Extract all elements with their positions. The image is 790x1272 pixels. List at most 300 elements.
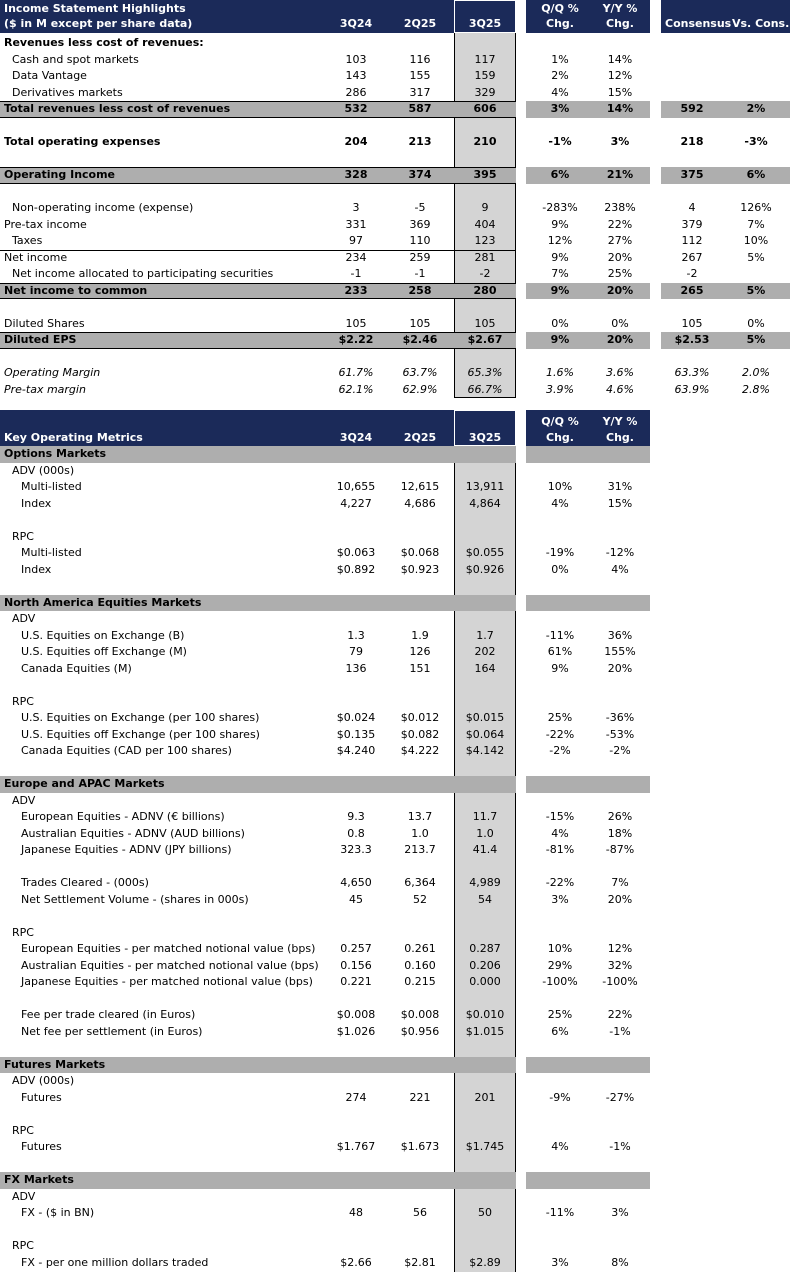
income-row-value: 328	[344, 168, 368, 181]
metrics-row-value: 50	[478, 1206, 492, 1219]
income-row-value: 9%	[551, 217, 569, 231]
income-row-value: 112	[681, 234, 703, 247]
income-col-3q24: 3Q24	[339, 17, 373, 30]
income-row-value: 258	[408, 283, 432, 297]
metrics-row-value: 31%	[607, 480, 633, 493]
metrics-row-label: ADV	[12, 793, 36, 807]
metrics-row-value: 25%	[547, 1008, 573, 1021]
income-row-value: 379	[681, 217, 703, 231]
metrics-row-value: 1.0	[411, 826, 429, 840]
metrics-row-value: 48	[349, 1206, 363, 1219]
income-row-value: $2.22	[338, 333, 374, 346]
metrics-row-value: 36%	[607, 628, 633, 642]
income-row-label: Taxes	[12, 234, 43, 247]
income-row-value: 265	[680, 283, 704, 297]
metrics-row-value: -36%	[605, 711, 635, 724]
income-row-value: 66.7%	[467, 382, 503, 396]
metrics-row-value: -100%	[602, 975, 638, 988]
metrics-row-value: -22%	[545, 727, 575, 741]
income-row-label: Net income to common	[4, 283, 148, 297]
metrics-row-label: European Equities - ADNV (€ billions)	[21, 810, 225, 823]
metrics-row-value: 8%	[611, 1255, 629, 1269]
income-row-value: 1.6%	[546, 366, 574, 379]
metrics-row-value: 1.3	[347, 628, 365, 642]
metrics-row-value: 10,655	[336, 480, 376, 493]
metrics-row-band	[526, 776, 650, 793]
income-row-value: 2.0%	[742, 366, 770, 379]
income-row-value: 218	[680, 135, 704, 148]
metrics-row-value: 136	[345, 661, 367, 675]
income-row-value: 204	[344, 135, 368, 148]
metrics-row-value: 20%	[607, 892, 633, 906]
metrics-row-value: 0.206	[469, 958, 501, 972]
income-row-value: 105	[345, 316, 367, 330]
metrics-row-value: $1.745	[465, 1140, 505, 1153]
income-row-value: 404	[474, 217, 496, 231]
income-row-value: 0%	[551, 316, 569, 330]
income-row-value: 7%	[551, 267, 569, 280]
income-row-value: 395	[473, 168, 497, 181]
income-col-consensus: Consensus	[665, 17, 732, 30]
income-row-label: Non-operating income (expense)	[12, 201, 194, 214]
metrics-row-label: Index	[21, 496, 52, 510]
income-row-value: 27%	[607, 234, 633, 247]
income-row-value: 12%	[547, 234, 573, 247]
metrics-row-band	[526, 1057, 650, 1074]
metrics-row-value: -11%	[545, 628, 575, 642]
metrics-row-value: $0.923	[400, 562, 440, 576]
metrics-row-value: $1.026	[336, 1024, 376, 1038]
metrics-row-value: -12%	[605, 546, 635, 559]
income-row-value: 143	[345, 69, 367, 82]
income-row-value: 103	[345, 52, 367, 66]
metrics-row-value: -2%	[609, 744, 631, 757]
metrics-row-band	[0, 1172, 516, 1189]
income-row-label: Revenues less cost of revenues:	[4, 36, 204, 49]
income-row-value: 375	[680, 168, 704, 181]
metrics-row-label: ADV	[12, 612, 36, 625]
metrics-row-value: 274	[345, 1090, 367, 1104]
metrics-col-3q24: 3Q24	[339, 431, 373, 444]
income-row-value: 20%	[606, 283, 634, 297]
income-row-value: 3%	[610, 135, 630, 148]
metrics-row-value: $0.024	[336, 711, 376, 724]
metrics-row-value: $4.240	[336, 744, 376, 757]
income-row-label: Cash and spot markets	[12, 52, 139, 66]
income-row-value: 234	[345, 250, 367, 264]
income-row-value: 532	[344, 102, 368, 115]
income-row-value: -3%	[744, 135, 768, 148]
income-row-value: 286	[345, 85, 367, 99]
metrics-row-value: 151	[409, 661, 431, 675]
metrics-row-value: 201	[474, 1090, 496, 1104]
metrics-row-value: 3%	[611, 1206, 629, 1219]
metrics-row-band	[526, 1172, 650, 1189]
metrics-row-value: 10%	[547, 480, 573, 493]
metrics-row-value: 56	[413, 1206, 427, 1219]
metrics-row-value: -81%	[545, 843, 575, 856]
metrics-row-value: 13,911	[465, 480, 505, 493]
metrics-row-value: 3%	[551, 1255, 569, 1269]
metrics-col-qq-1: Q/Q %	[541, 415, 579, 428]
income-row-value: 62.1%	[338, 382, 374, 396]
income-row-value: 374	[408, 168, 432, 181]
income-col-qq-1: Q/Q %	[541, 2, 579, 15]
income-row-value: 238%	[604, 201, 636, 214]
metrics-row-band	[526, 595, 650, 612]
metrics-row-value: -2%	[549, 744, 571, 757]
metrics-row-label: Futures	[21, 1140, 62, 1153]
metrics-row-value: 1.0	[476, 826, 494, 840]
income-row-value: 63.3%	[674, 366, 710, 379]
metrics-row-value: 0.287	[469, 942, 501, 955]
metrics-row-value: 45	[349, 892, 363, 906]
metrics-row-value: $0.008	[336, 1008, 376, 1021]
metrics-row-value: 164	[474, 661, 496, 675]
metrics-row-value: 4%	[551, 1140, 569, 1153]
metrics-row-value: $0.135	[336, 727, 376, 741]
income-row-value: 9%	[550, 283, 570, 297]
metrics-row-label: U.S. Equities off Exchange (per 100 shares)	[21, 727, 260, 741]
metrics-row-value: 0.261	[404, 942, 436, 955]
metrics-row-value: -53%	[605, 727, 635, 741]
metrics-row-value: 155%	[604, 645, 636, 658]
income-row-value: 2%	[551, 69, 569, 82]
metrics-row-value: 4,989	[469, 876, 501, 889]
metrics-row-value: -100%	[542, 975, 578, 988]
income-row-value: 5%	[747, 250, 765, 264]
metrics-row-value: $0.010	[465, 1008, 505, 1021]
metrics-row-value: 41.4	[472, 843, 498, 856]
income-row-value: 2.8%	[742, 382, 770, 396]
income-col-vs-cons: Vs. Cons.	[732, 17, 790, 30]
metrics-row-value: 213.7	[404, 843, 436, 856]
metrics-row-value: 54	[478, 892, 492, 906]
income-row-value: 592	[680, 102, 704, 115]
income-row-value: 259	[409, 250, 431, 264]
metrics-row-label: FX Markets	[4, 1173, 74, 1186]
metrics-row-label: Futures Markets	[4, 1057, 106, 1071]
income-row-value: 210	[473, 135, 497, 148]
metrics-row-value: 22%	[607, 1008, 633, 1021]
metrics-row-value: $0.082	[400, 727, 440, 741]
metrics-row-value: $2.66	[340, 1255, 372, 1269]
metrics-row-label: ADV (000s)	[12, 1074, 75, 1087]
metrics-row-value: $0.064	[465, 727, 505, 741]
income-row-value: 105	[681, 316, 703, 330]
metrics-row-value: 3%	[551, 892, 569, 906]
metrics-row-value: $4.142	[465, 744, 505, 757]
income-row-value: 62.9%	[402, 382, 438, 396]
metrics-row-value: -9%	[549, 1090, 571, 1104]
metrics-row-label: Multi-listed	[21, 480, 82, 493]
income-row-value: 0%	[611, 316, 629, 330]
metrics-row-value: $1.015	[465, 1024, 505, 1038]
metrics-row-value: $1.767	[336, 1140, 376, 1153]
metrics-row-value: 0%	[551, 562, 569, 576]
metrics-row-value: 0.8	[347, 826, 365, 840]
metrics-row-label: Futures	[21, 1090, 62, 1104]
metrics-row-value: 323.3	[340, 843, 372, 856]
metrics-row-label: Canada Equities (M)	[21, 661, 132, 675]
metrics-row-label: ADV (000s)	[12, 463, 75, 477]
income-col-yy-2: Chg.	[606, 17, 634, 30]
income-row-value: $2.46	[402, 333, 438, 346]
metrics-row-label: Net Settlement Volume - (shares in 000s)	[21, 892, 249, 906]
income-row-value: 6%	[550, 168, 570, 181]
metrics-col-yy-2: Chg.	[606, 431, 634, 444]
metrics-row-value: 32%	[607, 958, 633, 972]
metrics-row-value: $0.926	[465, 562, 505, 576]
metrics-row-label: Australian Equities - ADNV (AUD billions)	[21, 826, 245, 840]
metrics-row-label: Canada Equities (CAD per 100 shares)	[21, 744, 232, 757]
metrics-row-value: -1%	[609, 1140, 631, 1153]
income-row-value: 65.3%	[467, 366, 503, 379]
income-row-label: Pre-tax margin	[4, 382, 86, 396]
metrics-row-value: 4%	[611, 562, 629, 576]
income-row-label: Diluted Shares	[4, 316, 85, 330]
income-row-value: 22%	[607, 217, 633, 231]
metrics-row-label: Japanese Equities - per matched notional value (bps)	[21, 975, 313, 988]
metrics-row-value: 18%	[607, 826, 633, 840]
metrics-row-value: 10%	[547, 942, 573, 955]
income-row-value: -5	[414, 201, 426, 214]
metrics-row-value: 13.7	[407, 810, 433, 823]
income-row-value: 15%	[607, 85, 633, 99]
metrics-row-value: 61%	[547, 645, 573, 658]
metrics-row-value: 4%	[551, 826, 569, 840]
metrics-row-value: 79	[349, 645, 363, 658]
metrics-row-value: -11%	[545, 1206, 575, 1219]
metrics-row-value: -19%	[545, 546, 575, 559]
income-row-label: Total operating expenses	[4, 135, 161, 148]
income-row-value: 105	[409, 316, 431, 330]
income-row-value: 123	[474, 234, 496, 247]
income-row-value: 5%	[746, 283, 766, 297]
income-row-label: Net income	[4, 250, 68, 264]
metrics-row-value: $0.892	[336, 562, 376, 576]
income-row-value: 105	[474, 316, 496, 330]
income-col-2q25: 2Q25	[403, 17, 437, 30]
income-row-value: 97	[349, 234, 363, 247]
metrics-row-label: ADV	[12, 1189, 36, 1203]
metrics-row-value: 11.7	[472, 810, 498, 823]
metrics-row-value: $0.063	[336, 546, 376, 559]
income-row-value: -2	[479, 267, 491, 280]
metrics-row-value: 1.7	[476, 628, 494, 642]
metrics-row-value: 0.257	[340, 942, 372, 955]
income-row-value: 25%	[607, 267, 633, 280]
metrics-row-value: 52	[413, 892, 427, 906]
metrics-row-value: 126	[409, 645, 431, 658]
metrics-row-label: U.S. Equities on Exchange (per 100 shares)	[21, 711, 260, 724]
income-row-value: -283%	[542, 201, 578, 214]
metrics-row-value: 1.9	[411, 628, 429, 642]
metrics-row-label: North America Equities Markets	[4, 595, 202, 609]
income-row-value: -1	[414, 267, 426, 280]
metrics-row-value: 4,650	[340, 876, 372, 889]
income-row-value: 10%	[743, 234, 769, 247]
metrics-row-value: $0.008	[400, 1008, 440, 1021]
income-row-value: 126%	[740, 201, 772, 214]
metrics-row-value: 4,227	[340, 496, 372, 510]
income-row-value: 281	[474, 250, 496, 264]
income-row-value: 4%	[551, 85, 569, 99]
metrics-row-value: $0.015	[465, 711, 505, 724]
metrics-row-value: $0.012	[400, 711, 440, 724]
income-row-value: 606	[473, 102, 497, 115]
metrics-row-label: FX - ($ in BN)	[21, 1206, 95, 1219]
metrics-row-value: 4,686	[404, 496, 436, 510]
income-row-value: 110	[409, 234, 431, 247]
income-row-value: 9%	[550, 333, 570, 346]
metrics-row-value: -87%	[605, 843, 635, 856]
metrics-row-label: Index	[21, 562, 52, 576]
income-row-value: 21%	[606, 168, 634, 181]
metrics-row-label: Net fee per settlement (in Euros)	[21, 1024, 203, 1038]
income-row-value: -2	[686, 267, 698, 280]
income-row-value: 20%	[606, 333, 634, 346]
income-row-value: 267	[681, 250, 703, 264]
metrics-row-label: Fee per trade cleared (in Euros)	[21, 1008, 196, 1021]
income-row-value: 0%	[747, 316, 765, 330]
income-row-value: $2.53	[674, 333, 710, 346]
metrics-row-label: U.S. Equities on Exchange (B)	[21, 628, 185, 642]
income-row-value: 1%	[551, 52, 569, 66]
metrics-row-value: 9%	[551, 661, 569, 675]
income-row-value: 6%	[746, 168, 766, 181]
income-row-value: 7%	[747, 217, 765, 231]
metrics-row-label: RPC	[12, 1239, 34, 1252]
income-row-value: 213	[408, 135, 432, 148]
income-row-value: 159	[474, 69, 496, 82]
metrics-row-value: 9.3	[347, 810, 365, 823]
metrics-col-2q25: 2Q25	[403, 431, 437, 444]
metrics-row-label: RPC	[12, 694, 34, 708]
income-row-value: 587	[408, 102, 432, 115]
metrics-row-value: 12,615	[400, 480, 440, 493]
income-row-value: -1%	[548, 135, 572, 148]
income-row-value: -1	[350, 267, 362, 280]
income-row-value: 116	[409, 52, 431, 66]
metrics-row-value: 6%	[551, 1024, 569, 1038]
metrics-row-value: $1.673	[400, 1140, 440, 1153]
income-row-value: 317	[409, 85, 431, 99]
metrics-row-label: U.S. Equities off Exchange (M)	[21, 645, 187, 658]
income-row-value: 3.9%	[546, 382, 574, 396]
income-row-value: $2.67	[467, 333, 503, 346]
metrics-row-value: -15%	[545, 810, 575, 823]
income-row-value: 9	[481, 201, 489, 214]
metrics-row-value: -27%	[605, 1090, 635, 1104]
metrics-row-value: 221	[409, 1090, 431, 1104]
income-row-label: Pre-tax income	[4, 217, 87, 231]
metrics-row-value: 15%	[607, 496, 633, 510]
metrics-row-value: 0.215	[404, 975, 436, 988]
income-row-value: 12%	[607, 69, 633, 82]
metrics-col-yy-1: Y/Y %	[602, 415, 638, 428]
income-row-value: 2%	[746, 102, 766, 115]
metrics-row-label: Options Markets	[4, 447, 107, 460]
income-subtitle: ($ in M except per share data)	[4, 17, 193, 30]
income-row-label: Net income allocated to participating securities	[12, 267, 274, 280]
income-row-value: 14%	[606, 102, 634, 115]
income-row-label: Total revenues less cost of revenues	[4, 102, 231, 115]
metrics-row-label: Europe and APAC Markets	[4, 777, 165, 790]
metrics-row-value: 0.160	[404, 958, 436, 972]
income-row-value: 3.6%	[606, 366, 634, 379]
income-row-value: 9%	[551, 250, 569, 264]
income-row-value: 61.7%	[338, 366, 374, 379]
income-row-label: Operating Margin	[4, 366, 101, 379]
metrics-row-value: -22%	[545, 876, 575, 889]
metrics-row-value: 25%	[547, 711, 573, 724]
income-col-yy-1: Y/Y %	[602, 2, 638, 15]
metrics-row-label: RPC	[12, 925, 34, 939]
metrics-row-value: 6,364	[404, 876, 436, 889]
metrics-row-value: $4.222	[400, 744, 440, 757]
income-col-qq-2: Chg.	[546, 17, 574, 30]
income-row-value: 280	[473, 283, 497, 297]
income-row-value: 63.7%	[402, 366, 438, 379]
income-row-value: 4	[688, 201, 696, 214]
metrics-row-label: RPC	[12, 529, 34, 543]
income-row-value: 117	[474, 52, 496, 66]
metrics-row-value: $2.81	[404, 1255, 436, 1269]
income-row-value: 329	[474, 85, 496, 99]
metrics-row-value: 0.156	[340, 958, 372, 972]
metrics-row-value: $0.956	[400, 1024, 440, 1038]
income-row-label: Diluted EPS	[4, 333, 77, 346]
metrics-row-value: 12%	[607, 942, 633, 955]
income-row-value: 4.6%	[606, 382, 634, 396]
income-row-label: Data Vantage	[12, 69, 87, 82]
metrics-row-value: 0.000	[469, 975, 501, 988]
metrics-row-label: Japanese Equities - ADNV (JPY billions)	[21, 843, 232, 856]
metrics-row-label: Multi-listed	[21, 546, 82, 559]
income-row-value: 5%	[746, 333, 766, 346]
income-row-value: 3%	[550, 102, 570, 115]
metrics-row-label: FX - per one million dollars traded	[21, 1255, 209, 1269]
income-row-value: 233	[344, 283, 368, 297]
income-row-value: 331	[345, 217, 367, 231]
metrics-row-value: 0.221	[340, 975, 372, 988]
metrics-title: Key Operating Metrics	[4, 431, 143, 444]
metrics-row-value: $0.055	[465, 546, 505, 559]
income-row-value: 369	[409, 217, 431, 231]
metrics-row-value: 26%	[607, 810, 633, 823]
income-row-value: 14%	[607, 52, 633, 66]
metrics-row-value: 202	[474, 645, 496, 658]
income-row-label: Derivatives markets	[12, 85, 123, 99]
metrics-col-qq-2: Chg.	[546, 431, 574, 444]
metrics-row-value: -1%	[609, 1024, 631, 1038]
metrics-row-value: $2.89	[469, 1255, 501, 1269]
metrics-row-label: Trades Cleared - (000s)	[21, 876, 149, 889]
income-row-label: Operating Income	[4, 168, 116, 181]
metrics-row-band	[526, 446, 650, 463]
metrics-row-value: 29%	[547, 958, 573, 972]
metrics-row-label: European Equities - per matched notional value (bps)	[21, 942, 316, 955]
income-row-value: 3	[352, 201, 360, 214]
income-row-value: 155	[409, 69, 431, 82]
income-title: Income Statement Highlights	[4, 2, 186, 15]
metrics-row-value: 4,864	[469, 496, 501, 510]
metrics-row-value: 20%	[607, 661, 633, 675]
metrics-row-value: 4%	[551, 496, 569, 510]
metrics-row-label: RPC	[12, 1123, 34, 1137]
metrics-col-3q25: 3Q25	[468, 431, 502, 444]
